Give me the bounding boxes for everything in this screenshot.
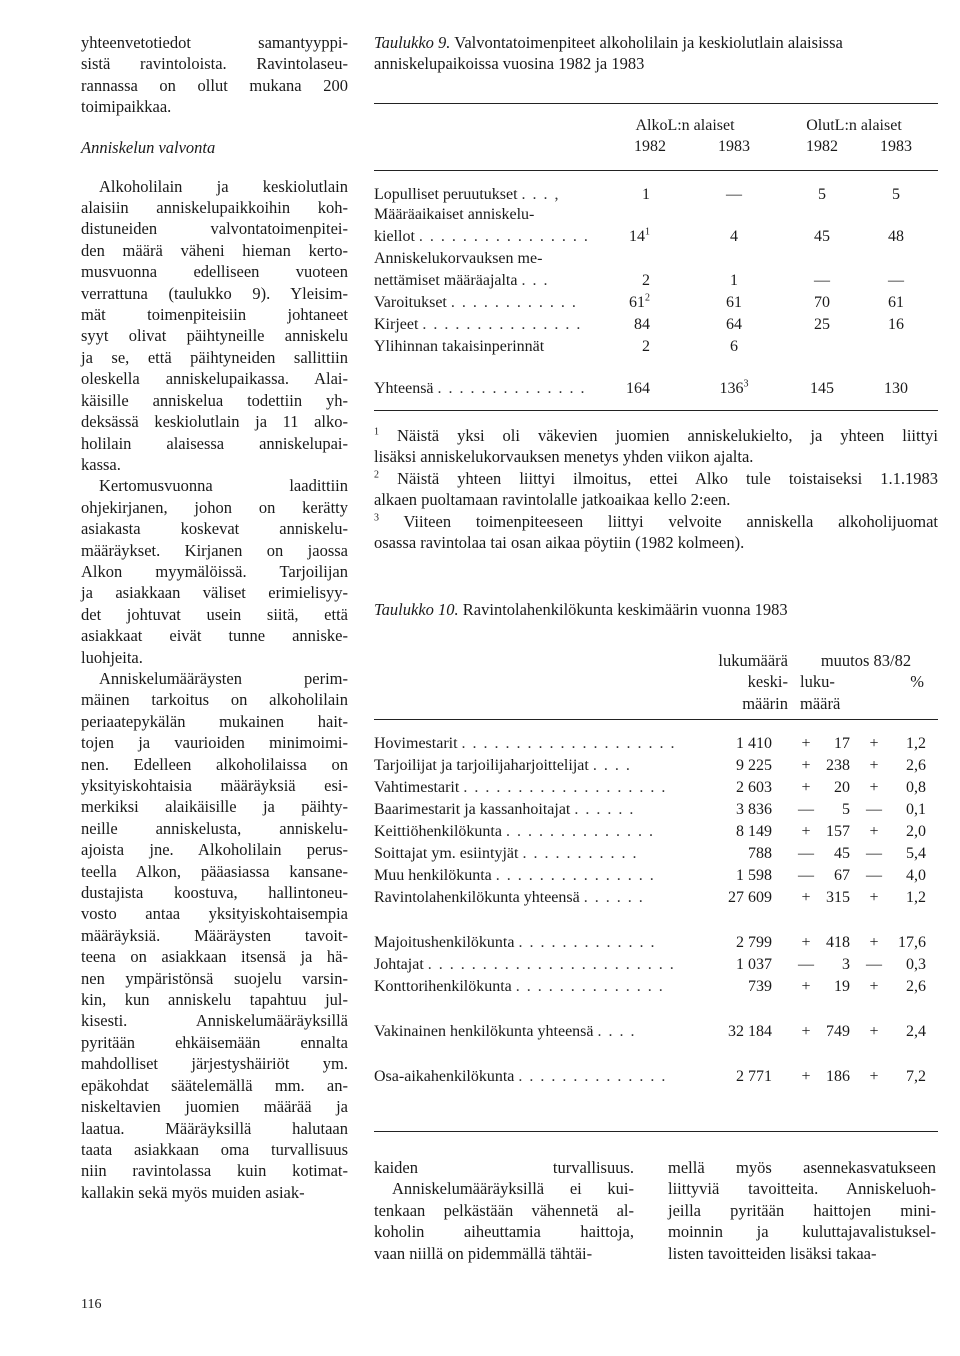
row-label-text: Vahtimestarit xyxy=(374,779,460,796)
percent-sign: + xyxy=(869,889,879,906)
percent-sign: — xyxy=(866,845,882,862)
text-line: moinnin ja kuluttajavalistuksel- xyxy=(668,1222,936,1242)
row-label xyxy=(374,867,698,885)
change-number: 749 xyxy=(826,1023,850,1040)
row-label-text: Tarjoilijat ja tarjoilijaharjoittelijat xyxy=(374,757,589,774)
table10-row xyxy=(374,889,938,911)
row-label xyxy=(374,316,602,334)
table9-footnote xyxy=(374,425,938,468)
table9-bottom-rule xyxy=(374,410,938,411)
text-line: verrattuna (taulukko 9). Yleisim- xyxy=(81,283,348,303)
row-label-text: Vakinainen henkilökunta yhteensä xyxy=(374,1023,594,1040)
table9-footnote xyxy=(374,511,938,554)
percent-sign: + xyxy=(869,735,879,752)
bottom-middle-paragraph xyxy=(374,1157,634,1264)
row-label-text: nettämiset määräajalta xyxy=(374,272,518,289)
change-percent: 2,0 xyxy=(906,823,926,840)
row-label xyxy=(374,272,602,290)
olutl-1982-value: 5 xyxy=(818,186,826,203)
footnote-text: Näistä yhteen liittyi ilmoitus, ettei Alko tule toistaiseksi 1.1.1983 xyxy=(379,469,938,488)
table9-row xyxy=(374,272,938,294)
value: 136 xyxy=(719,380,744,397)
paragraph-1 xyxy=(81,176,348,476)
alkol-1982-value xyxy=(629,294,650,312)
leader-dots: . . . . . . . . . . . . xyxy=(450,294,578,311)
change-number: 19 xyxy=(834,978,850,995)
change-percent: 1,2 xyxy=(906,735,926,752)
alkol-1983-value: 6 xyxy=(730,338,738,355)
change-number: 418 xyxy=(826,934,850,951)
row-label: Määräaikaiset anniskelu- xyxy=(374,206,535,223)
leader-dots: . . . . . . . . . . . . . xyxy=(518,934,656,951)
header-line: määrin xyxy=(742,693,788,713)
percent-sign: + xyxy=(869,978,879,995)
row-label-text: Lopulliset peruutukset xyxy=(374,186,518,203)
change-sign: + xyxy=(801,779,811,796)
text-line: periaatepykälän mukainen hait- xyxy=(81,711,348,731)
change-percent: 7,2 xyxy=(906,1068,926,1085)
header-line: muutos 83/82 xyxy=(820,651,912,670)
text-line: mellä myös asennekasvatukseen xyxy=(668,1158,936,1177)
leader-dots: . . . . . . . . . . . . . . . . . . . . xyxy=(461,735,677,752)
change-percent: 2,6 xyxy=(906,978,926,995)
text-line: toimipaikkaa. xyxy=(81,97,172,117)
text-line: neille anniskelusta, anniskelu- xyxy=(81,818,348,838)
text-line: kassa. xyxy=(81,454,121,474)
text-line: mäinen tarkoitus on alkoholilain xyxy=(81,690,348,710)
table9-caption-text-2: anniskelupaikoissa vuosina 1982 ja 1983 xyxy=(374,54,645,74)
footnote-mark: 3 xyxy=(374,512,379,524)
leader-dots: . . . . . . . . . . . . . . . xyxy=(422,316,582,333)
table9-row xyxy=(374,228,938,250)
text-line: jeilla pyritään haittojen mini- xyxy=(668,1200,936,1220)
text-line: mät toimenpiteisiin johtaneet xyxy=(81,305,348,325)
count-value: 1 410 xyxy=(736,735,772,752)
change-percent: 2,6 xyxy=(906,757,926,774)
count-value: 27 609 xyxy=(728,889,772,906)
table10-row xyxy=(374,757,938,779)
text-line: niin ravintolassa kuin kotimat- xyxy=(81,1161,348,1181)
leader-dots: . . . , xyxy=(521,186,561,203)
row-label xyxy=(374,779,698,797)
change-percent: 0,1 xyxy=(906,801,926,818)
table10-caption-label: Taulukko 10. xyxy=(374,600,459,619)
change-sign: — xyxy=(798,956,814,973)
text-line: alaisiin anniskelupaikkoihin koh- xyxy=(81,198,348,218)
footnote-mark: 2 xyxy=(645,292,650,304)
alkol-1983-total xyxy=(704,380,764,398)
text-line: taata asiakkaan oma turvallisuus xyxy=(81,1139,348,1159)
footnote-line: osassa ravintolaa tai osan aikaa pöytiin (1982 kolmeen). xyxy=(374,533,745,553)
text-line: musvuonna edelliseen vuoteen xyxy=(81,262,348,282)
row-label-text: Ravintolahenkilökunta yhteensä xyxy=(374,889,580,906)
text-line: ohjekirjanen, johon on kerätty xyxy=(81,497,348,517)
change-percent: 2,4 xyxy=(906,1023,926,1040)
change-percent: 4,0 xyxy=(906,867,926,884)
alkol-1983-value: 61 xyxy=(726,294,742,311)
row-label xyxy=(374,1023,698,1041)
footnote-text: Viiteen toimenpiteeseen liittyi velvoite anniskella alkoholijuomat xyxy=(379,512,938,531)
text-line: koholin aiheuttamia haittoja, xyxy=(374,1222,634,1242)
paragraph-3 xyxy=(81,668,348,1203)
leader-dots: . . . . . . . . . . . . . . . . . . . . . . . xyxy=(427,956,676,973)
leader-dots: . . . . xyxy=(597,1023,636,1040)
change-sign: + xyxy=(801,1068,811,1085)
table10-row xyxy=(374,779,938,801)
text-line: Anniskelumääräysten perim- xyxy=(99,668,348,688)
text-line: rannassa on ollut mukana 200 xyxy=(81,75,348,95)
row-label xyxy=(374,338,602,356)
text-line: määräykset. Kirjanen on jaossa xyxy=(81,540,348,560)
row-label xyxy=(374,823,698,841)
count-value: 788 xyxy=(748,845,772,862)
table9-row-label-continued xyxy=(374,206,938,228)
alkol-1983-value: 4 xyxy=(730,228,738,245)
year-header: 1983 xyxy=(718,138,750,155)
table9-total-row xyxy=(374,380,938,402)
change-number: 238 xyxy=(826,757,850,774)
text-line: asiakasta koskevat anniskelu- xyxy=(81,519,348,539)
leader-dots: . . . . . . . . . . . . . . . . xyxy=(418,228,590,245)
text-line: teena on asiakkaan itsensä ja hä- xyxy=(81,947,348,967)
count-value: 1 598 xyxy=(736,867,772,884)
text-line: ja se, että päihtyneiden sallittiin xyxy=(81,347,348,367)
text-line: kallakin sekä myös muiden asiak- xyxy=(81,1182,305,1202)
change-sign: + xyxy=(801,735,811,752)
text-line: luohjeita. xyxy=(81,647,143,667)
change-number: 17 xyxy=(834,735,850,752)
alkol-1982-value xyxy=(629,228,650,246)
header-line: % xyxy=(910,672,924,692)
row-label-text: Osa-aikahenkilökunta xyxy=(374,1068,515,1085)
leader-dots: . . . . . . . . . . . . . . xyxy=(437,380,587,397)
table10-row xyxy=(374,934,938,956)
table10-row xyxy=(374,978,938,1000)
text-line: holilain alaisessa anniskelupai- xyxy=(81,433,348,453)
leader-dots: . . . . . . . . . . . . . . xyxy=(515,978,665,995)
row-label-text: kiellot xyxy=(374,228,415,245)
footnote-mark: 2 xyxy=(374,469,379,481)
text-line: listen tavoitteiden lisäksi takaa- xyxy=(668,1243,877,1263)
footnote-line xyxy=(374,511,938,532)
text-line: teella Alkon, pääasiassa kansane- xyxy=(81,861,348,881)
row-label xyxy=(374,228,602,246)
text-line: syyt olivat päihtyneille anniskelu xyxy=(81,326,348,346)
bottom-right-paragraph xyxy=(668,1157,936,1264)
change-sign: + xyxy=(801,1023,811,1040)
table9-group-header xyxy=(374,117,938,139)
row-label xyxy=(374,380,602,398)
row-label-text: Varoitukset xyxy=(374,294,447,311)
section-subheading: Anniskelun valvonta xyxy=(81,137,216,157)
alkol-1983-value: 1 xyxy=(730,272,738,289)
change-number: 5 xyxy=(842,801,850,818)
footnote-mark: 1 xyxy=(645,226,650,238)
olutl-1983-value: — xyxy=(888,272,904,289)
leader-dots: . . . . . . . . . . . . . . xyxy=(518,1068,667,1085)
leader-dots: . . . . . . xyxy=(574,801,635,818)
table9-caption-label: Taulukko 9. xyxy=(374,33,451,52)
text-line: nen ympäristönsä suojelu varsin- xyxy=(81,968,348,988)
table9-caption-text: Valvontatoimenpiteet alkoholilain ja keskiolutlain alaisissa xyxy=(450,33,843,52)
header-line: luku- xyxy=(800,672,835,692)
text-line: det johtuvat usein siitä, että xyxy=(81,604,348,624)
change-number: 20 xyxy=(834,779,850,796)
text-line: pyritään ehkäisemään ennalta xyxy=(81,1032,348,1052)
percent-sign: + xyxy=(869,1023,879,1040)
text-line: oleskella anniskelupaikassa. Alai- xyxy=(81,369,348,389)
table10-row xyxy=(374,1023,938,1045)
table10-row xyxy=(374,801,938,823)
leader-dots: . . . xyxy=(521,272,549,289)
change-percent: 5,4 xyxy=(906,845,926,862)
row-label xyxy=(374,978,698,996)
count-value: 8 149 xyxy=(736,823,772,840)
table9-row xyxy=(374,294,938,316)
percent-sign: + xyxy=(869,779,879,796)
row-label-text: Keittiöhenkilökunta xyxy=(374,823,502,840)
count-value: 3 836 xyxy=(736,801,772,818)
leader-dots: . . . . . . xyxy=(583,889,645,906)
table9-group-olutl: OlutL:n alaiset xyxy=(806,117,902,134)
olutl-1982-value: 45 xyxy=(814,228,830,245)
change-number: 67 xyxy=(834,867,850,884)
text-line: tenkaan pelkästään vähennetä al- xyxy=(374,1200,634,1220)
percent-sign: — xyxy=(866,801,882,818)
olutl-1983-value: 48 xyxy=(888,228,904,245)
table10-row xyxy=(374,845,938,867)
count-value: 1 037 xyxy=(736,956,772,973)
row-label-text: Yhteensä xyxy=(374,380,434,397)
text-line: ja asiakkaan väliset erimielisyy- xyxy=(81,583,348,603)
table10-col-count-header xyxy=(688,650,788,714)
table9-header-rule xyxy=(374,170,938,171)
text-line: Anniskelumääräyksillä ei kui- xyxy=(392,1179,634,1199)
row-label xyxy=(374,186,602,204)
footnote-line xyxy=(374,425,938,446)
table9-top-rule xyxy=(374,103,938,104)
text-line: käisille anniskelua todettiin yh- xyxy=(81,390,348,410)
text-line: Kertomusvuonna laadittiin xyxy=(99,476,348,496)
row-label xyxy=(374,934,698,952)
row-label-text: Soittajat ym. esiintyjät xyxy=(374,845,519,862)
text-line: kisesti. Anniskelumääräyksillä xyxy=(81,1011,348,1031)
olutl-1983-value: 16 xyxy=(888,316,904,333)
change-sign: + xyxy=(801,978,811,995)
value: 14 xyxy=(629,228,645,245)
left-column xyxy=(81,32,348,1203)
text-line: nen. Edelleen alkoholilaissa on xyxy=(81,754,348,774)
change-percent: 0,3 xyxy=(906,956,926,973)
table10-caption-text: Ravintolahenkilökunta keskimäärin vuonna 1983 xyxy=(458,600,788,619)
value: 1 xyxy=(642,186,650,203)
alkol-1982-value xyxy=(634,316,650,334)
table10-caption xyxy=(374,600,938,620)
alkol-1982-total: 164 xyxy=(626,380,650,397)
text-line: distuneiden valvontatoimenpitei- xyxy=(81,219,348,239)
count-value: 9 225 xyxy=(736,757,772,774)
change-number: 45 xyxy=(834,845,850,862)
row-label-text: Johtajat xyxy=(374,956,424,973)
table9-row xyxy=(374,186,938,208)
text-line: sistä ravintoloista. Ravintolaseu- xyxy=(81,54,348,74)
count-value: 739 xyxy=(748,978,772,995)
text-line: vosto antaa yksityiskohtaisempia xyxy=(81,904,348,924)
olutl-1982-value: 25 xyxy=(814,316,830,333)
alkol-1982-value xyxy=(642,272,650,290)
row-label-text: Ylihinnan takaisinperinnät xyxy=(374,338,545,355)
row-label-text: Baarimestarit ja kassanhoitajat xyxy=(374,801,571,818)
text-line: ajoista jne. Alkoholilain perus- xyxy=(81,840,348,860)
table10-col-change-header xyxy=(800,650,938,714)
change-sign: — xyxy=(798,801,814,818)
leader-dots: . . . . . . . . . . . . . . . xyxy=(495,867,656,884)
table9-footnote xyxy=(374,468,938,511)
percent-sign: + xyxy=(869,823,879,840)
text-line: asiakkaat eivät tunne anniske- xyxy=(81,626,348,646)
row-label xyxy=(374,801,698,819)
percent-sign: — xyxy=(866,867,882,884)
olutl-1982-value: 70 xyxy=(814,294,830,311)
text-line: liittyviä tavoitteita. Anniskeluoh- xyxy=(668,1179,936,1199)
year-header: 1982 xyxy=(806,138,838,155)
count-value: 32 184 xyxy=(728,1023,772,1040)
year-header: 1982 xyxy=(634,138,666,155)
value: 2 xyxy=(642,338,650,355)
row-label xyxy=(374,757,698,775)
olutl-1982-total: 145 xyxy=(810,380,834,397)
footnote-line: lisäksi anniskelukorvauksen menetys yhden viikon ajalta. xyxy=(374,447,754,467)
change-percent: 17,6 xyxy=(898,934,926,951)
table9-row-label-continued xyxy=(374,250,938,272)
table10-bottom-rule xyxy=(374,1131,938,1132)
footnote-text: Näistä yksi oli väkevien juomien anniskelukielto, ja yhteen liittyi xyxy=(379,426,938,445)
leader-dots: . . . . xyxy=(592,757,632,774)
header-line: lukumäärä xyxy=(718,651,788,670)
percent-sign: — xyxy=(866,956,882,973)
table10-header-rule xyxy=(374,719,938,720)
row-label xyxy=(374,1068,698,1086)
count-value: 2 799 xyxy=(736,934,772,951)
leader-dots: . . . . . . . . . . . . . . xyxy=(505,823,655,840)
olutl-1983-total: 130 xyxy=(884,380,908,397)
text-line: den määrä väheni hieman kerto- xyxy=(81,240,348,260)
change-sign: + xyxy=(801,823,811,840)
change-number: 186 xyxy=(826,1068,850,1085)
footnote-line: alkaen puoltamaan ravintolalle jatkoaikaa kello 2:een. xyxy=(374,490,731,510)
row-label xyxy=(374,294,602,312)
alkol-1982-value xyxy=(642,338,650,356)
footnote-mark: 1 xyxy=(374,426,379,438)
text-line: Alkoholilain ja keskiolutlain xyxy=(99,176,348,196)
table10-row xyxy=(374,1068,938,1090)
row-label-text: Majoitushenkilökunta xyxy=(374,934,515,951)
row-label xyxy=(374,956,698,974)
table10-row xyxy=(374,823,938,845)
header-line: määrä xyxy=(800,693,841,713)
year-header: 1983 xyxy=(880,138,912,155)
text-line: niskeltavien juomien määrää ja xyxy=(81,1097,348,1117)
percent-sign: + xyxy=(869,757,879,774)
table9-caption xyxy=(374,32,938,75)
table9-group-alkol: AlkoL:n alaiset xyxy=(635,117,735,134)
count-value: 2 603 xyxy=(736,779,772,796)
text-line: kaiden turvallisuus. xyxy=(374,1158,634,1177)
change-sign: + xyxy=(801,889,811,906)
row-label xyxy=(374,845,698,863)
value: 2 xyxy=(642,272,650,289)
row-label xyxy=(374,735,698,753)
text-line: yksityiskohtaisia määräyksiä esi- xyxy=(81,776,348,795)
olutl-1983-value: 5 xyxy=(892,186,900,203)
text-line: Alkon myymälöissä. Tarjoilijan xyxy=(81,561,348,581)
change-number: 157 xyxy=(826,823,850,840)
change-sign: + xyxy=(801,934,811,951)
text-line: dustajista koostuva, hallintoneu- xyxy=(81,883,348,903)
olutl-1983-value: 61 xyxy=(888,294,904,311)
value: 84 xyxy=(634,316,650,333)
olutl-1982-value: — xyxy=(814,272,830,289)
change-percent: 0,8 xyxy=(906,779,926,796)
text-line: laatua. Määräyksillä halutaan xyxy=(81,1118,348,1138)
text-line: mahdolliset järjestyshäiriöt ym. xyxy=(81,1054,348,1074)
header-line: keski- xyxy=(747,672,788,692)
text-line: kin, kun anniskelu tapahtuu jul- xyxy=(81,990,348,1010)
percent-sign: + xyxy=(869,1068,879,1085)
alkol-1983-value: — xyxy=(726,186,742,203)
text-line: yhteenvetotiedot samantyyppi- xyxy=(81,33,348,52)
intro-paragraph xyxy=(81,32,348,118)
leader-dots: . . . . . . . . . . . . . . . . . . . xyxy=(463,779,667,796)
table10-row xyxy=(374,867,938,889)
table9-year-header xyxy=(374,138,938,160)
row-label-text: Muu henkilökunta xyxy=(374,867,492,884)
alkol-1982-value xyxy=(642,186,650,204)
leader-dots: . . . . . . . . . . . xyxy=(522,845,638,862)
count-value: 2 771 xyxy=(736,1068,772,1085)
row-label-text: Konttorihenkilökunta xyxy=(374,978,512,995)
table9-row xyxy=(374,338,938,360)
table10-row xyxy=(374,735,938,757)
change-number: 3 xyxy=(842,956,850,973)
text-line: merkiksi alaikäisille ja päihty- xyxy=(81,797,348,817)
footnote-line xyxy=(374,468,938,489)
row-label xyxy=(374,889,698,907)
text-line: deksässä keskiolutlain ja 11 alko- xyxy=(81,412,348,432)
alkol-1983-value: 64 xyxy=(726,316,742,333)
text-line: vaan niillä on pidemmällä tähtäi- xyxy=(374,1243,593,1263)
table9-row xyxy=(374,316,938,338)
change-sign: — xyxy=(798,867,814,884)
page-number: 116 xyxy=(81,1297,102,1312)
percent-sign: + xyxy=(869,934,879,951)
row-label: Anniskelukorvauksen me- xyxy=(374,250,543,267)
row-label-text: Hovimestarit xyxy=(374,735,458,752)
row-label-text: Kirjeet xyxy=(374,316,419,333)
change-number: 315 xyxy=(826,889,850,906)
value: 61 xyxy=(629,294,645,311)
change-sign: + xyxy=(801,757,811,774)
footnote-mark: 3 xyxy=(743,378,749,390)
paragraph-2 xyxy=(81,475,348,668)
text-line: tojen ja vaurioiden minimoimi- xyxy=(81,733,348,753)
change-sign: — xyxy=(798,845,814,862)
change-percent: 1,2 xyxy=(906,889,926,906)
text-line: määräyksiä. Määräysten tavoit- xyxy=(81,925,348,945)
text-line: epäkohdat säätelemällä mm. an- xyxy=(81,1075,348,1095)
table10-row xyxy=(374,956,938,978)
